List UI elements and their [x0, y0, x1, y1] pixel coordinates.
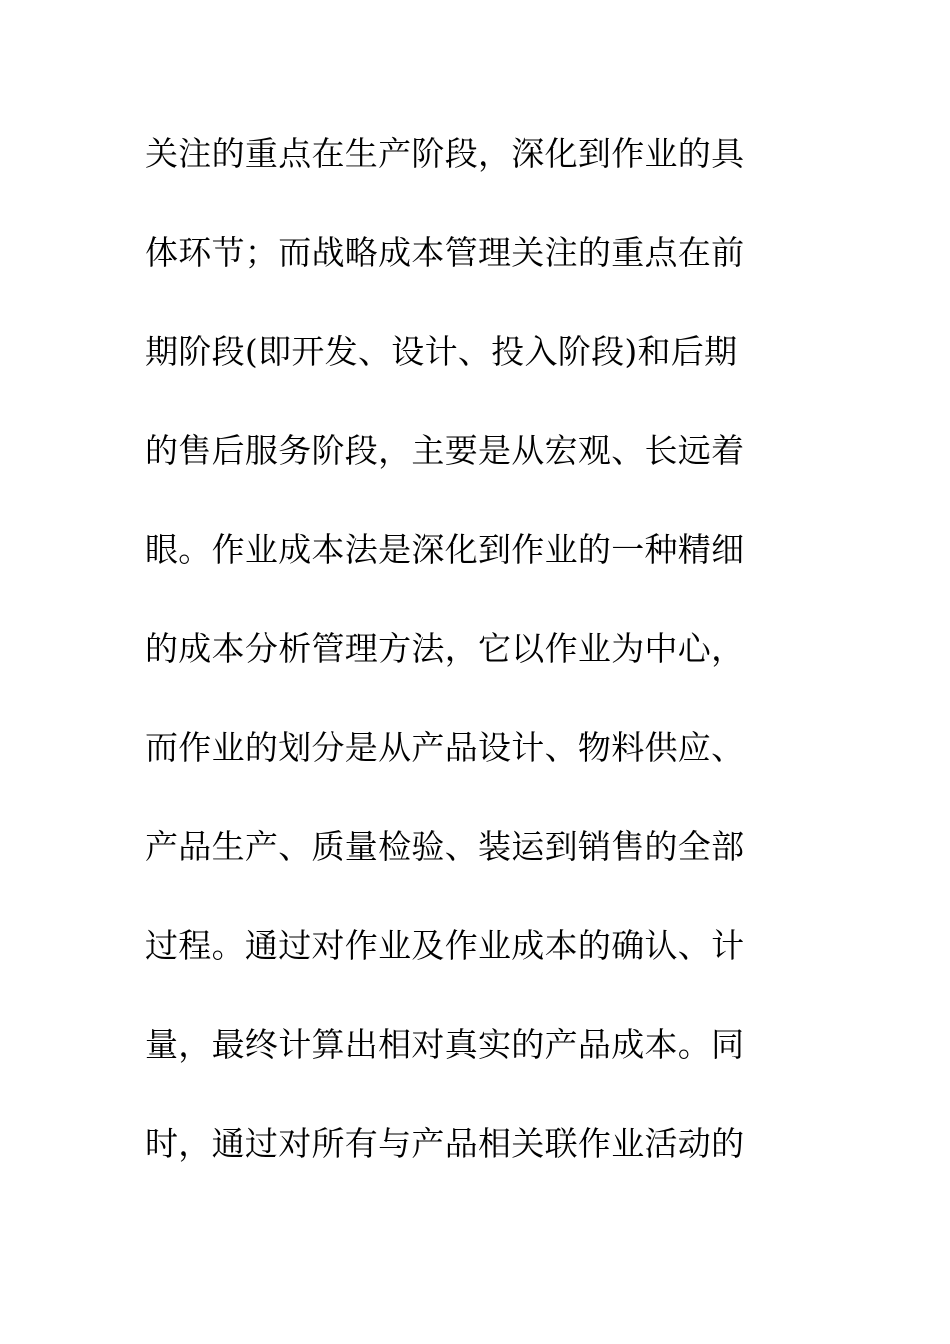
text-line-7: 而作业的划分是从产品设计、物料供应、	[145, 728, 745, 767]
text-line-10: 量，最终计算出相对真实的产品成本。同	[145, 1025, 745, 1064]
text-line-5: 眼。作业成本法是深化到作业的一种精细	[145, 530, 745, 569]
text-line-6: 的成本分析管理方法，它以作业为中心，	[145, 629, 745, 668]
text-line-1: 关注的重点在生产阶段，深化到作业的具	[145, 134, 745, 173]
text-line-2: 体环节；而战略成本管理关注的重点在前	[145, 233, 745, 272]
body-text	[145, 126, 785, 1215]
text-line-11: 时，通过对所有与产品相关联作业活动的	[145, 1124, 745, 1163]
text-line-4: 的售后服务阶段，主要是从宏观、长远着	[145, 431, 745, 470]
text-line-3: 期阶段(即开发、设计、投入阶段)和后期	[145, 332, 738, 371]
text-line-9: 过程。通过对作业及作业成本的确认、计	[145, 926, 745, 965]
text-line-8: 产品生产、质量检验、装运到销售的全部	[145, 827, 745, 866]
